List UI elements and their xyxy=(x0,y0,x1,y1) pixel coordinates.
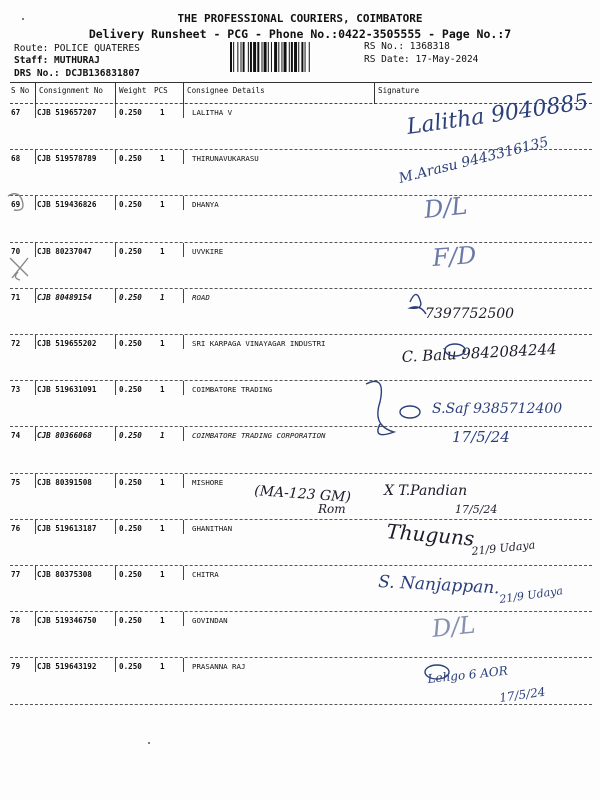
cell-divider xyxy=(183,566,184,580)
consignee-name: THIRUNAVUKARASU xyxy=(192,154,259,164)
consignment-number: CJB 519657207 xyxy=(37,108,97,117)
cell-divider xyxy=(183,427,184,441)
weight-value: 0.250 xyxy=(119,431,142,441)
row-sno: 69 xyxy=(11,200,21,210)
row-separator xyxy=(10,149,592,150)
consignee-name: COIMBATORE TRADING xyxy=(192,385,273,395)
consignment-number: CJB 519613187 xyxy=(37,523,97,533)
speck xyxy=(22,18,24,20)
barcode-bar xyxy=(264,42,267,72)
barcode-bar xyxy=(284,42,287,72)
cell-divider xyxy=(183,520,184,534)
drs-number: DRS No.: DCJB136831807 xyxy=(14,68,140,79)
col-divider xyxy=(183,82,184,104)
col-header-consignment: Consignment No xyxy=(39,86,104,95)
signature-75-name: X T.Pandian xyxy=(384,483,468,499)
consignment-number: CJB 80489154 xyxy=(37,292,92,302)
row-sno: 75 xyxy=(11,477,21,487)
barcode-bar xyxy=(294,42,297,72)
signature-79: Lehgo 6 AOR xyxy=(426,663,509,686)
consignee-name: SRI KARPAGA VINAYAGAR INDUSTRI xyxy=(192,339,326,348)
row-sno: 74 xyxy=(11,431,21,441)
consignee-name: MISHORE xyxy=(192,477,224,487)
row-separator xyxy=(10,242,592,243)
consignee-name: UVVKIRE xyxy=(192,246,224,256)
signature-75-code: (MA-123 GM) xyxy=(253,483,352,506)
row-separator xyxy=(10,657,592,658)
consignee-name: GOVINDAN xyxy=(192,616,228,626)
weight-value: 0.250 xyxy=(119,523,142,533)
pcs-value: 1 xyxy=(160,339,165,348)
signature-75-rom: Rom xyxy=(318,502,346,516)
row-sno: 76 xyxy=(11,523,21,533)
header-top-rule xyxy=(10,82,592,83)
barcode-bar xyxy=(278,42,279,72)
pcs-value: 1 xyxy=(160,523,165,533)
cell-divider xyxy=(183,658,184,672)
row-separator xyxy=(10,380,592,381)
consignment-number: CJB 519578789 xyxy=(37,154,97,164)
col-header-pcs: PCS xyxy=(154,86,168,95)
signature-79-loop xyxy=(425,665,449,679)
weight-value: 0.250 xyxy=(119,662,142,672)
signature-73: S.Saf 9385712400 xyxy=(432,401,563,417)
barcode-bar xyxy=(274,42,277,72)
cell-divider xyxy=(35,427,36,441)
barcode-image xyxy=(230,42,356,72)
row-70-margin-mark xyxy=(10,258,28,280)
cell-divider xyxy=(183,289,184,303)
barcode-bar xyxy=(291,42,293,72)
consignee-name: LALITHA V xyxy=(192,108,233,117)
staff-label: Staff: MUTHURAJ xyxy=(14,55,100,66)
cell-divider xyxy=(35,566,36,580)
signature-76-note: 21/9 Udaya xyxy=(470,538,536,558)
col-divider xyxy=(35,82,36,104)
consignment-number: CJB 519631091 xyxy=(37,385,97,395)
barcode-bar xyxy=(253,42,256,72)
cell-divider xyxy=(115,289,116,303)
cell-divider xyxy=(115,243,116,257)
cell-divider xyxy=(35,243,36,257)
pcs-value: 1 xyxy=(160,662,165,672)
row-sno: 68 xyxy=(11,154,21,164)
weight-value: 0.250 xyxy=(119,292,142,302)
barcode-bar xyxy=(268,42,269,72)
cell-divider xyxy=(183,150,184,164)
barcode-bar xyxy=(298,42,299,72)
cell-divider xyxy=(35,335,36,349)
row-separator xyxy=(10,611,592,612)
signature-73-loop xyxy=(400,406,420,418)
barcode-bar xyxy=(241,42,242,72)
row-separator xyxy=(10,288,592,289)
row-sno: 67 xyxy=(11,108,21,117)
header-bottom-rule xyxy=(10,103,592,104)
cell-divider xyxy=(115,104,116,118)
consignment-number: CJB 80366068 xyxy=(37,431,92,441)
cell-divider xyxy=(183,474,184,488)
cell-divider xyxy=(35,612,36,626)
route-label: Route: POLICE QUATERES xyxy=(14,43,140,54)
weight-value: 0.250 xyxy=(119,246,142,256)
pcs-value: 1 xyxy=(160,616,165,626)
row-sno: 73 xyxy=(11,385,21,395)
row-separator xyxy=(10,704,592,705)
consignee-name: COIMBATORE TRADING CORPORATION xyxy=(192,431,326,441)
weight-value: 0.250 xyxy=(119,339,142,348)
consignment-number: CJB 519655202 xyxy=(37,339,97,348)
signature-76: Thuguns xyxy=(385,519,476,551)
consignment-number: CJB 519436826 xyxy=(37,200,97,210)
consignee-name: ROAD xyxy=(192,292,210,302)
barcode-bar xyxy=(243,42,245,72)
signature-69: D/L xyxy=(422,191,469,224)
pcs-value: 1 xyxy=(160,200,165,210)
pcs-value: 1 xyxy=(160,477,165,487)
cell-divider xyxy=(35,196,36,210)
barcode-bar xyxy=(281,42,282,72)
cell-divider xyxy=(115,150,116,164)
consignee-name: GHANITHAN xyxy=(192,523,233,533)
barcode-bar xyxy=(250,42,252,72)
cell-divider xyxy=(35,289,36,303)
cell-divider xyxy=(115,612,116,626)
cell-divider xyxy=(183,104,184,118)
signature-77-note: 21/9 Udaya xyxy=(498,584,564,606)
cell-divider xyxy=(115,474,116,488)
weight-value: 0.250 xyxy=(119,154,142,164)
barcode-bar xyxy=(262,42,263,72)
barcode-bar xyxy=(257,42,259,72)
barcode-bar xyxy=(309,42,310,72)
weight-value: 0.250 xyxy=(119,108,142,117)
signature-72: C. Balu 9842084244 xyxy=(401,339,558,366)
row-separator xyxy=(10,426,592,427)
runsheet-subtitle: Delivery Runsheet - PCG - Phone No.:0422-3505555 - Page No.:7 xyxy=(88,27,512,41)
row-sno: 77 xyxy=(11,570,21,579)
pcs-value: 1 xyxy=(160,154,165,164)
cell-divider xyxy=(115,335,116,349)
row-separator xyxy=(10,334,592,335)
company-title: THE PROFESSIONAL COURIERS, COIMBATORE xyxy=(177,12,423,25)
barcode-bar xyxy=(237,42,238,72)
rs-date: RS Date: 17-May-2024 xyxy=(364,54,479,65)
cell-divider xyxy=(35,381,36,395)
pcs-value: 1 xyxy=(160,570,165,579)
cell-divider xyxy=(35,520,36,534)
col-header-signature: Signature xyxy=(378,86,420,95)
row-separator xyxy=(10,519,592,520)
barcode-bar xyxy=(301,42,303,72)
cell-divider xyxy=(183,335,184,349)
barcode-bar xyxy=(248,42,249,72)
col-header-consignee: Consignee Details xyxy=(187,86,265,95)
pcs-value: 1 xyxy=(160,292,165,302)
row-sno: 70 xyxy=(11,246,21,256)
row-sno: 79 xyxy=(11,662,21,672)
weight-value: 0.250 xyxy=(119,570,142,579)
pcs-value: 1 xyxy=(160,246,165,256)
weight-value: 0.250 xyxy=(119,616,142,626)
col-header-sno: S No xyxy=(11,86,30,95)
signature-71-scribble xyxy=(410,294,426,314)
cell-divider xyxy=(35,150,36,164)
barcode-bar xyxy=(233,42,234,72)
signature-73-date: 17/5/24 xyxy=(452,428,510,446)
weight-value: 0.250 xyxy=(119,200,142,210)
cell-divider xyxy=(115,566,116,580)
weight-value: 0.250 xyxy=(119,477,142,487)
row-sno: 71 xyxy=(11,292,21,302)
signature-68: M.Arasu 9443316135 xyxy=(397,134,551,187)
barcode-bar xyxy=(271,42,272,72)
signature-72-loop xyxy=(445,344,465,356)
cell-divider xyxy=(115,196,116,210)
cell-divider xyxy=(115,381,116,395)
col-header-weight: Weight xyxy=(119,86,147,95)
row-sno: 72 xyxy=(11,339,21,348)
consignment-number: CJB 80237047 xyxy=(37,246,92,256)
consignment-number: CJB 519643192 xyxy=(37,662,97,672)
cell-divider xyxy=(115,520,116,534)
cell-divider xyxy=(115,658,116,672)
speck xyxy=(148,742,150,744)
cell-divider xyxy=(183,381,184,395)
col-divider xyxy=(115,82,116,104)
cell-divider xyxy=(183,196,184,210)
row-separator xyxy=(10,473,592,474)
rs-number: RS No.: 1368318 xyxy=(364,41,450,52)
cell-divider xyxy=(183,243,184,257)
barcode-bar xyxy=(289,42,290,72)
consignee-name: PRASANNA RAJ xyxy=(192,662,246,672)
pcs-value: 1 xyxy=(160,431,165,441)
cell-divider xyxy=(35,658,36,672)
cell-divider xyxy=(183,612,184,626)
consignment-number: CJB 80391508 xyxy=(37,477,92,487)
row-sno: 78 xyxy=(11,616,21,626)
pcs-value: 1 xyxy=(160,385,165,395)
signature-78: D/L xyxy=(430,610,477,643)
signature-77: S. Nanjappan. xyxy=(377,572,501,599)
cell-divider xyxy=(35,474,36,488)
consignment-number: CJB 519346750 xyxy=(37,616,97,626)
consignment-number: CJB 80375308 xyxy=(37,570,92,579)
cell-divider xyxy=(115,427,116,441)
row-separator xyxy=(10,565,592,566)
consignee-name: CHITRA xyxy=(192,570,219,579)
consignee-name: DHANYA xyxy=(192,200,219,210)
col-divider xyxy=(374,82,375,104)
weight-value: 0.250 xyxy=(119,385,142,395)
signature-70: F/D xyxy=(431,240,478,272)
signature-79-date: 17/5/24 xyxy=(498,684,547,705)
row-separator xyxy=(10,195,592,196)
signature-75-date: 17/5/24 xyxy=(455,503,498,516)
barcode-bar xyxy=(230,42,232,72)
signature-67: Lalitha 9040885 xyxy=(405,89,590,140)
signature-71: 7397752500 xyxy=(425,306,515,322)
barcode-bar xyxy=(305,42,306,72)
cell-divider xyxy=(35,104,36,118)
pcs-value: 1 xyxy=(160,108,165,117)
